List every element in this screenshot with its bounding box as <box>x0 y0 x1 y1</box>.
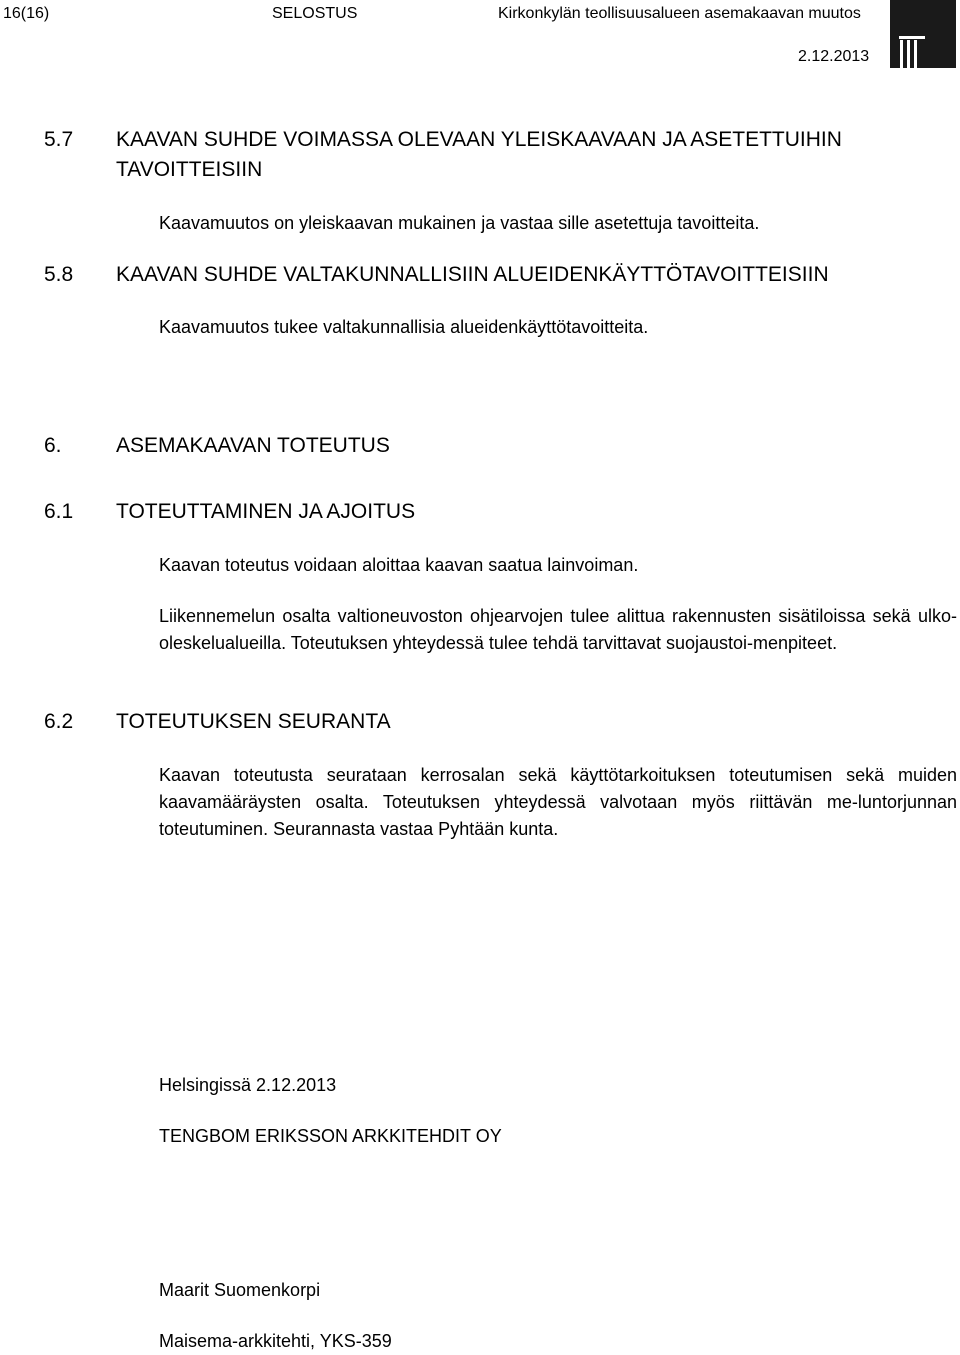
document-date: 2.12.2013 <box>798 48 870 65</box>
section-number-5-8: 5.8 <box>44 263 74 286</box>
section-text-5-8: Kaavamuutos tukee valtakunnallisia alueidenkäyttötavoitteita. <box>159 317 649 337</box>
document-title: Kirkonkylän teollisuusalueen asemakaavan muutos <box>498 5 861 22</box>
section-text-6-1-b: Liikennemelun osalta valtioneuvoston ohjearvojen tulee alittua rakennusten sisätiloissa sekä ulko-oleskelualueilla. Toteutuksen yhteydessä tulee tehdä tarvittavat suojaustoi-menpiteet. <box>159 606 957 653</box>
signature-place-date: Helsingissä 2.12.2013 <box>159 1075 337 1095</box>
section-title-5-8: KAAVAN SUHDE VALTAKUNNALLISIIN ALUEIDENKÄYTTÖTAVOITTEISIIN <box>116 263 829 286</box>
section-number-5-7: 5.7 <box>44 128 74 151</box>
section-number-6: 6. <box>44 434 62 457</box>
document-type: SELOSTUS <box>272 5 358 22</box>
signature-title: Maisema-arkkitehti, YKS-359 <box>159 1331 392 1351</box>
section-number-6-1: 6.1 <box>44 500 74 523</box>
section-text-5-7: Kaavamuutos on yleiskaavan mukainen ja vastaa sille asetettuja tavoitteita. <box>159 213 760 233</box>
section-text-6-2: Kaavan toteutusta seurataan kerrosalan sekä käyttötarkoituksen toteutumisen sekä muiden kaavamääräysten osalta. Toteutuksen yhteydessä valvotaan myös riittävän me-luntorjunnan toteutuminen. Seurannasta vastaa Pyhtään kunta. <box>159 765 957 839</box>
section-title-5-7: KAAVAN SUHDE VOIMASSA OLEVAAN YLEISKAAVAAN JA ASETETTUIHIN TAVOITTEISIIN <box>116 128 842 181</box>
section-title-6-2: TOTEUTUKSEN SEURANTA <box>116 710 391 733</box>
pillars-logo-icon <box>890 0 956 68</box>
signature-name: Maarit Suomenkorpi <box>159 1280 321 1300</box>
section-text-6-1-a: Kaavan toteutus voidaan aloittaa kaavan saatua lainvoiman. <box>159 555 639 575</box>
section-number-6-2: 6.2 <box>44 710 74 733</box>
section-title-6: ASEMAKAAVAN TOTEUTUS <box>116 434 390 457</box>
section-title-6-1: TOTEUTTAMINEN JA AJOITUS <box>116 500 416 523</box>
page-number: 16(16) <box>3 5 50 22</box>
signature-company: TENGBOM ERIKSSON ARKKITEHDIT OY <box>159 1126 502 1146</box>
